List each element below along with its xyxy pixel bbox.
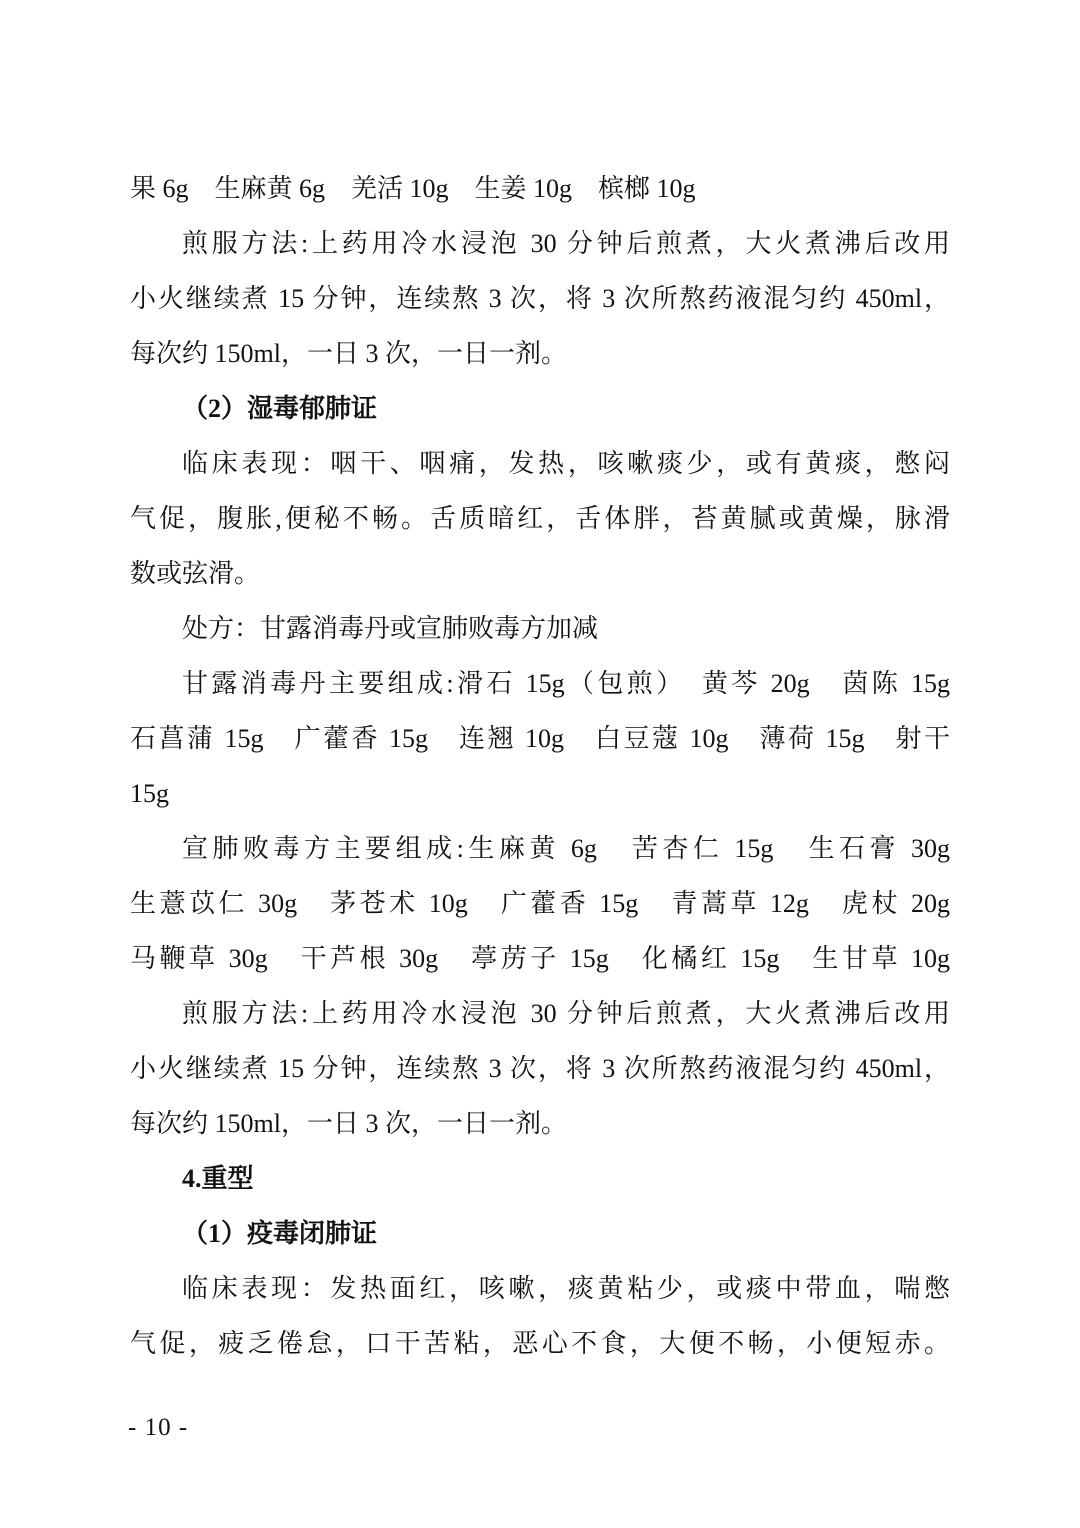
paragraph-line: 马鞭草 30g 干芦根 30g 葶苈子 15g 化橘红 15g 生甘草 10g [130, 944, 950, 973]
paragraph-line: 石菖蒲 15g 广藿香 15g 连翘 10g 白豆蔻 10g 薄荷 15g 射干 [130, 724, 950, 753]
paragraph-line: 甘露消毒丹主要组成:滑石 15g（包煎） 黄芩 20g 茵陈 15g [182, 669, 950, 698]
paragraph-line: 气促，腹胀,便秘不畅。舌质暗红，舌体胖，苔黄腻或黄燥，脉滑 [130, 504, 950, 533]
paragraph-line: 15g [130, 779, 169, 808]
paragraph-line: 临床表现：发热面红，咳嗽，痰黄粘少，或痰中带血，喘憋 [182, 1274, 950, 1303]
section-heading: 4.重型 [182, 1164, 254, 1193]
page-number: - 10 - [128, 1414, 189, 1441]
paragraph-line: 煎服方法:上药用冷水浸泡 30 分钟后煎煮，大火煮沸后改用 [182, 229, 950, 258]
paragraph-line: 生薏苡仁 30g 茅苍术 10g 广藿香 15g 青蒿草 12g 虎杖 20g [130, 889, 950, 918]
section-heading: （2）湿毒郁肺证 [182, 394, 378, 423]
paragraph-line: 气促，疲乏倦怠，口干苦粘，恶心不食，大便不畅，小便短赤。 [130, 1329, 950, 1358]
paragraph-line: 果 6g 生麻黄 6g 羌活 10g 生姜 10g 槟榔 10g [130, 174, 696, 203]
paragraph-line: 小火继续煮 15 分钟，连续熬 3 次，将 3 次所熬药液混匀约 450ml， [130, 1054, 950, 1083]
paragraph-line: 临床表现：咽干、咽痛，发热，咳嗽痰少，或有黄痰，憋闷 [182, 449, 950, 478]
paragraph-line: 每次约 150ml，一日 3 次，一日一剂。 [130, 1109, 567, 1138]
paragraph-line: 处方：甘露消毒丹或宣肺败毒方加减 [182, 614, 599, 643]
document-body [130, 161, 950, 1371]
paragraph-line: 每次约 150ml，一日 3 次，一日一剂。 [130, 339, 567, 368]
paragraph-line: 宣肺败毒方主要组成:生麻黄 6g 苦杏仁 15g 生石膏 30g [182, 834, 950, 863]
paragraph-line: 煎服方法:上药用冷水浸泡 30 分钟后煎煮，大火煮沸后改用 [182, 999, 950, 1028]
section-heading: （1）疫毒闭肺证 [182, 1219, 378, 1248]
paragraph-line: 小火继续煮 15 分钟，连续熬 3 次，将 3 次所熬药液混匀约 450ml， [130, 284, 950, 313]
paragraph-line: 数或弦滑。 [130, 559, 261, 588]
